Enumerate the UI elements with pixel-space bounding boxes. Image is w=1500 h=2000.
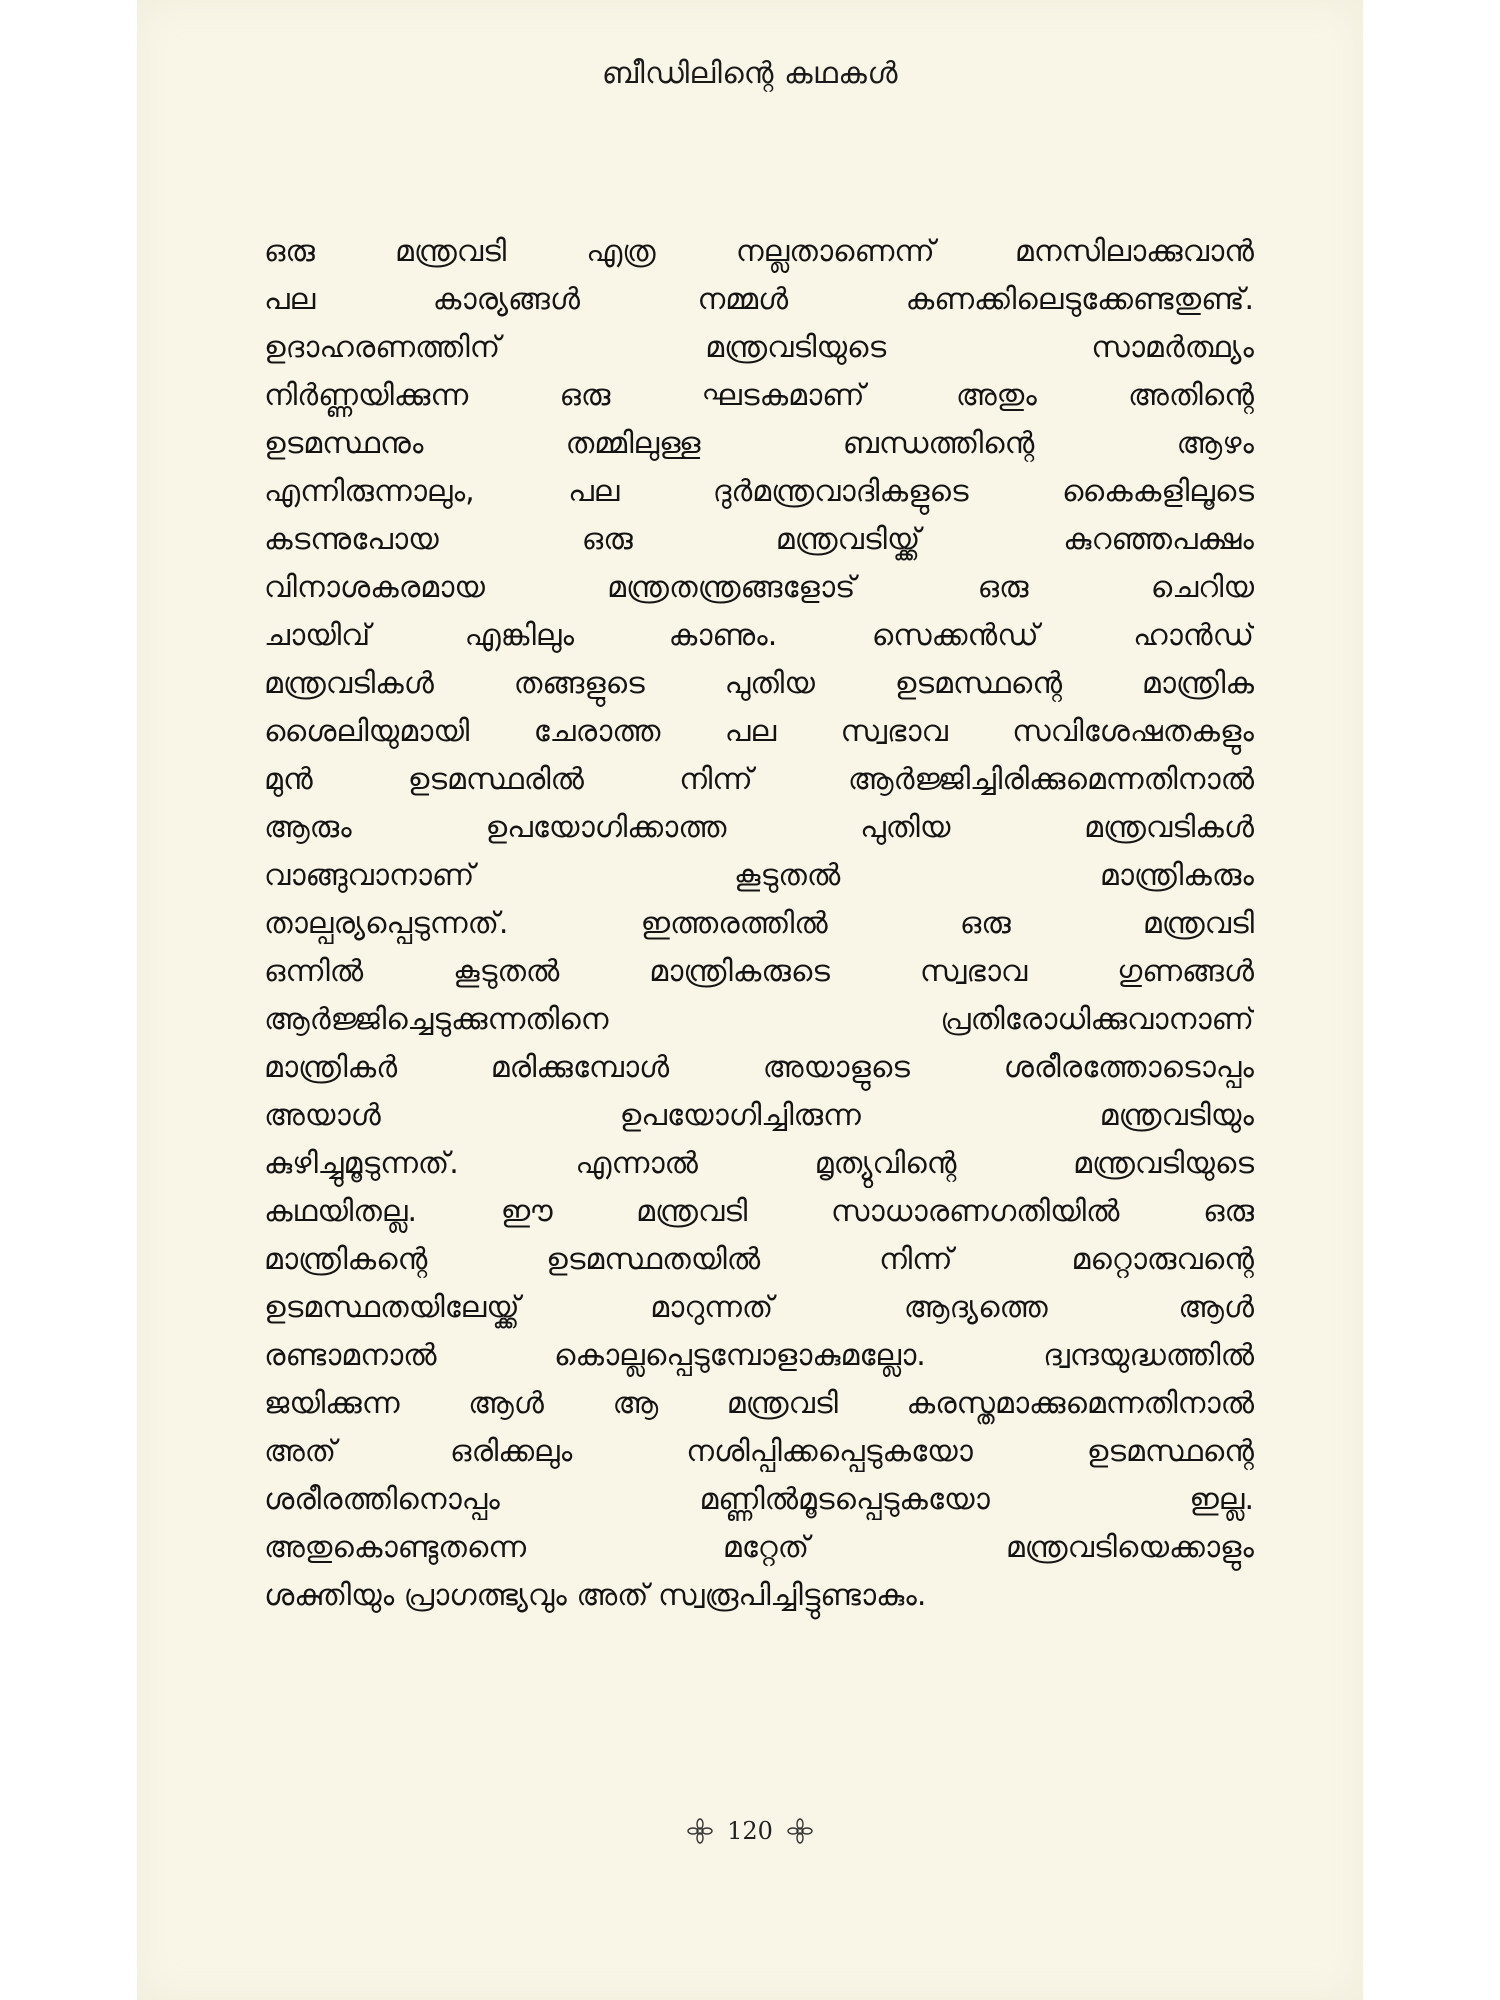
text-line: കുഴിച്ചുമൂടുന്നത്. എന്നാൽ മൃത്യുവിന്റെ മന്ത്രവടിയുടെ [264, 1146, 1254, 1181]
text-line: മാന്ത്രികർ മരിക്കുമ്പോൾ അയാളുടെ ശരീരത്തോടൊപ്പം [264, 1050, 1254, 1085]
page-number: 120 [727, 1816, 773, 1845]
text-line: ഒന്നിൽ കൂടുതൽ മാന്ത്രികരുടെ സ്വഭാവ ഗുണങ്ങൾ [264, 954, 1254, 989]
text-line: അത് ഒരിക്കലും നശിപ്പിക്കപ്പെടുകയോ ഉടമസ്ഥന്റെ [264, 1434, 1254, 1469]
text-line: മാന്ത്രികന്റെ ഉടമസ്ഥതയിൽ നിന്ന് മറ്റൊരുവന്റെ [264, 1242, 1254, 1277]
text-line: അതുകൊണ്ടുതന്നെ മറ്റേത് മന്ത്രവടിയെക്കാളും [264, 1530, 1254, 1565]
lotus-ornament-icon [687, 1818, 713, 1844]
text-line: വാങ്ങുവാനാണ് കൂടുതൽ മാന്ത്രികരും [264, 858, 1254, 893]
text-line: അയാൾ ഉപയോഗിച്ചിരുന്ന മന്ത്രവടിയും [264, 1098, 1254, 1133]
text-line-last: ശക്തിയും പ്രാഗത്ഭ്യവും അത് സ്വരൂപിച്ചിട്ടുണ്ടാകും. [264, 1578, 927, 1613]
text-line: പല കാര്യങ്ങൾ നമ്മൾ കണക്കിലെടുക്കേണ്ടതുണ്ട്. [264, 282, 1254, 317]
text-line: ശരീരത്തിനൊപ്പം മണ്ണിൽമൂടപ്പെടുകയോ ഇല്ല. [264, 1482, 1254, 1517]
text-line: നിർണ്ണയിക്കുന്ന ഒരു ഘടകമാണ് അതും അതിന്റെ [264, 378, 1254, 413]
text-line: കഥയിതല്ല. ഈ മന്ത്രവടി സാധാരണഗതിയിൽ ഒരു [264, 1194, 1254, 1229]
lotus-ornament-icon [787, 1818, 813, 1844]
text-line: ഒരു മന്ത്രവടി എത്ര നല്ലതാണെന്ന് മനസിലാക്കുവാൻ [264, 234, 1254, 269]
text-line: ഉടമസ്ഥനും തമ്മിലുള്ള ബന്ധത്തിന്റെ ആഴം [264, 426, 1254, 461]
text-line: താല്പര്യപ്പെടുന്നത്. ഇത്തരത്തിൽ ഒരു മന്ത്രവടി [264, 906, 1254, 941]
text-line: രണ്ടാമനാൽ കൊല്ലപ്പെടുമ്പോളാകുമല്ലോ. ദ്വന്ദയുദ്ധത്തിൽ [264, 1338, 1254, 1373]
book-page [137, 0, 1363, 2000]
text-line: എന്നിരുന്നാലും, പല ദുർമന്ത്രവാദികളുടെ കൈകളിലൂടെ [264, 474, 1254, 509]
text-line: ഉടമസ്ഥതയിലേയ്ക്ക് മാറുന്നത് ആദ്യത്തെ ആൾ [264, 1290, 1254, 1325]
running-title: ബീഡിലിന്റെ കഥകൾ [601, 56, 899, 91]
body-paragraph [264, 228, 1254, 1620]
page-footer [137, 1815, 1363, 1845]
text-line: ശൈലിയുമായി ചേരാത്ത പല സ്വഭാവ സവിശേഷതകളും [264, 714, 1254, 749]
text-line: വിനാശകരമായ മന്ത്രതന്ത്രങ്ങളോട് ഒരു ചെറിയ [264, 570, 1254, 605]
text-line: ഉദാഹരണത്തിന് മന്ത്രവടിയുടെ സാമർത്ഥ്യം [264, 330, 1254, 365]
text-line: ആർജ്ജിച്ചെടുക്കുന്നതിനെ പ്രതിരോധിക്കുവാനാണ് [264, 1002, 1254, 1037]
text-line: ജയിക്കുന്ന ആൾ ആ മന്ത്രവടി കരസ്തമാക്കുമെന്നതിനാൽ [264, 1386, 1254, 1421]
text-line: ചായിവ് എങ്കിലും കാണും. സെക്കൻഡ് ഹാൻഡ് [264, 618, 1254, 653]
text-line: മുൻ ഉടമസ്ഥരിൽ നിന്ന് ആർജ്ജിച്ചിരിക്കുമെന്നതിനാൽ [264, 762, 1254, 797]
text-line: കടന്നുപോയ ഒരു മന്ത്രവടിയ്ക്ക് കുറഞ്ഞപക്ഷം [264, 522, 1254, 557]
text-line: മന്ത്രവടികൾ തങ്ങളുടെ പുതിയ ഉടമസ്ഥന്റെ മാന്ത്രിക [264, 666, 1254, 701]
text-line: ആരും ഉപയോഗിക്കാത്ത പുതിയ മന്ത്രവടികൾ [264, 810, 1254, 845]
